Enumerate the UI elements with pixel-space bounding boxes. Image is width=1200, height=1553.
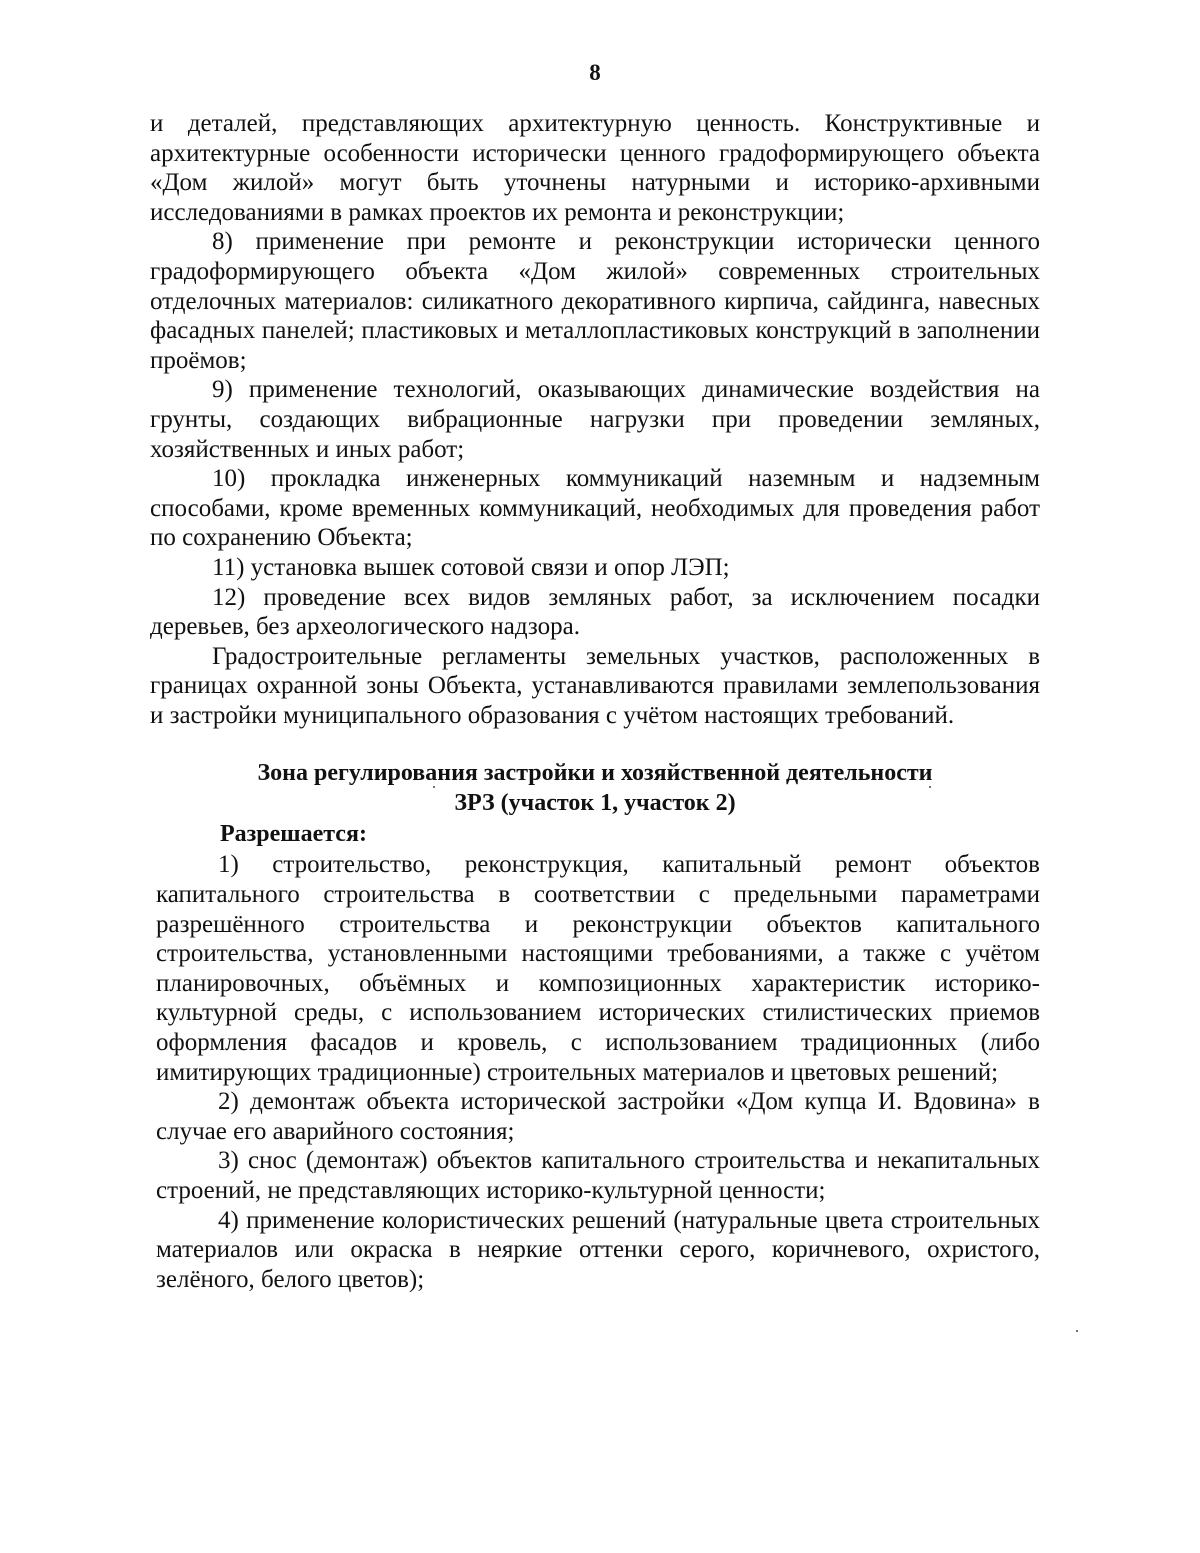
- document-page: [150, 58, 1040, 1294]
- paragraph-item-11: 11) установка вышек сотовой связи и опор ЛЭП;: [212, 553, 730, 581]
- paragraph-item-9: 9) применение технологий, оказывающих динамические воздействия на грунты, создающих вибрационные нагрузки при проведении земляных, хозяйственных и иных работ;: [150, 376, 1040, 463]
- scan-speck: [433, 786, 435, 788]
- paragraph-continuation: и деталей, представляющих архитектурную ценность. Конструктивные и архитектурные особенности исторически ценного градоформирующего объекта «Дом жилой» могут быть уточнены натурными и историко-архивными исследованиями в рамках проектов их ремонта и реконструкции;: [150, 110, 1040, 226]
- section-subheading: Разрешается:: [220, 821, 367, 848]
- paragraph-regulations: Градостроительные регламенты земельных участков, расположенных в границах охранной зоны Объекта, устанавливаются правилами землепользования и застройки муниципального образования с учётом настоящих требований.: [150, 642, 1040, 729]
- paragraph-item-8: 8) применение при ремонте и реконструкции исторически ценного градоформирующего объекта «Дом жилой» современных строительных отделочных материалов: силикатного декоративного кирпича, сайдинга, навесных фасадных панелей; пластиковых и металлопластиковых конструкций в заполнении проёмов;: [150, 228, 1040, 374]
- allowed-item-4: 4) применение колористических решений (натуральные цвета строительных материалов или окраска в неяркие оттенки серого, коричневого, охристого, зелёного, белого цветов);: [156, 1206, 1040, 1293]
- section-title-line-1: Зона регулирования застройки и хозяйственной деятельности: [257, 760, 933, 787]
- allowed-list: [150, 850, 1040, 1294]
- paragraph-item-10: 10) прокладка инженерных коммуникаций наземным и надземным способами, кроме временных коммуникаций, необходимых для проведения работ по сохранению Объекта;: [150, 465, 1040, 552]
- allowed-item-2: 2) демонтаж объекта исторической застройки «Дом купца И. Вдовина» в случае его аварийного состояния;: [156, 1088, 1040, 1145]
- section-heading: [150, 758, 1040, 818]
- section-title-line-2: ЗРЗ (участок 1, участок 2): [454, 790, 736, 817]
- page-number: 8: [589, 60, 601, 85]
- paragraph-item-12: 12) проведение всех видов земляных работ, за исключением посадки деревьев, без археологического надзора.: [150, 583, 1040, 641]
- allowed-item-1: 1) строительство, реконструкция, капитальный ремонт объектов капитального строительства в соответствии с предельными параметрами разрешённого строительства и реконструкции объектов капитального строительства, установленными настоящими требованиями, а также с учётом планировочных, объёмных и композиционных характеристик историко-культурной среды, с использованием исторических стилистических приемов оформления фасадов и кровель, с использованием традиционных (либо имитирующих традиционные) строительных материалов и цветовых решений;: [156, 851, 1040, 1086]
- scan-speck: [929, 786, 931, 788]
- scan-speck: [1076, 1330, 1078, 1332]
- allowed-item-3: 3) снос (демонтаж) объектов капитального строительства и некапитальных строений, не представляющих историко-культурной ценности;: [156, 1147, 1040, 1204]
